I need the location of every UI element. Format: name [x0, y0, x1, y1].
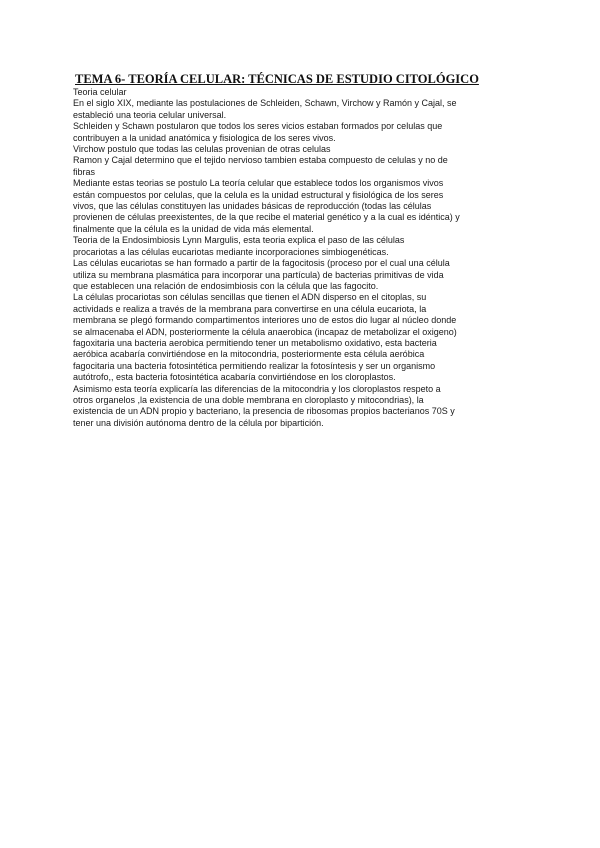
- body-line: tener una división autónoma dentro de la célula por bipartición.: [73, 417, 324, 428]
- body-line: membrana se plegó formando compartimentos interiores uno de estos dio lugar al núcleo donde: [73, 315, 457, 326]
- body-line: aeróbica acabaría convirtiéndose en la mitocondria, posteriormente esta célula aeróbica: [73, 349, 425, 360]
- body-line: procariotas a las células eucariotas mediante incorporaciones simbiogenéticas.: [73, 246, 389, 257]
- body-line: vivos, que las células constituyen las unidades básicas de reproducción (todas las células: [73, 201, 432, 212]
- body-line: Teoria de la Endosimbiosis Lynn Margulis, esta teoria explica el paso de las células: [73, 235, 405, 246]
- body-line: Schleiden y Schawn postularon que todos los seres vicios estaban formados por celulas que: [73, 121, 443, 132]
- body-line: utiliza su membrana plasmática para incorporar una partícula) de bacterias primitivas de vida: [73, 269, 444, 280]
- body-line: Asimismo esta teoría explicaría las diferencias de la mitocondria y los cloroplastos respeto a: [73, 383, 441, 394]
- body-line: actividads e realiza a través de la membrana para convertirse en una célula eucariota, la: [73, 303, 427, 314]
- body-line: Virchow postulo que todas las celulas provenian de otras celulas: [73, 144, 331, 155]
- document-body: [73, 87, 533, 429]
- body-line: fagoxitaria una bacteria aerobica permitiendo tener un metabolismo oxidativo, esta bacteria: [73, 337, 437, 348]
- document-title: TEMA 6- TEORÍA CELULAR: TÉCNICAS DE ESTUDIO CITOLÓGICO: [75, 72, 479, 86]
- body-line: se almacenaba el ADN, posteriormente la célula anaerobica (incapaz de metabolizar el oxigeno): [73, 326, 457, 337]
- body-line: La células procariotas son células sencillas que tienen el ADN disperso en el citoplas, su: [73, 292, 427, 303]
- body-line: En el siglo XIX, mediante las postulaciones de Schleiden, Schawn, Virchow y Ramón y Cajal, se: [73, 98, 457, 109]
- body-line: Las células eucariotas se han formado a partir de la fagocitosis (proceso por el cual una célula: [73, 258, 450, 269]
- body-line: fibras: [73, 166, 96, 177]
- body-line: finalmente que la célula es la unidad de vida más elemental.: [73, 223, 314, 234]
- body-line: contribuyen a la unidad anatómica y fisiologica de los seres vivos.: [73, 132, 336, 143]
- body-line: que establecen una relación de endosimbiosis con la célula que las fagocito.: [73, 280, 379, 291]
- body-line: autótrofo,, esta bacteria fotosintética acabaría convirtiéndose en los cloroplastos.: [73, 372, 396, 383]
- body-line: existencia de un ADN propio y bacteriano, la presencia de ribosomas propios bacterianos 70S y: [73, 406, 455, 417]
- body-line: estableció una teoria celular universal.: [73, 109, 227, 120]
- body-line: Ramon y Cajal determino que el tejido nervioso tambien estaba compuesto de celulas y no de: [73, 155, 448, 166]
- body-line: están compuestos por celulas, que la celula es la unidad estructural y fisiológica de los seres: [73, 189, 444, 200]
- body-line: Mediante estas teorias se postulo La teoría celular que establece todos los organismos vivos: [73, 178, 444, 189]
- body-line: Teoria celular: [73, 87, 127, 97]
- body-line: provienen de células preexistentes, de la que recibe el material genético y a la cual es idéntica) y: [73, 212, 460, 223]
- body-line: fagocitaria una bacteria fotosintética permitiendo realizar la fotosíntesis y ser un organismo: [73, 360, 436, 371]
- body-line: otros organelos ,la existencia de una doble membrana en cloroplasto y mitocondrias), la: [73, 394, 424, 405]
